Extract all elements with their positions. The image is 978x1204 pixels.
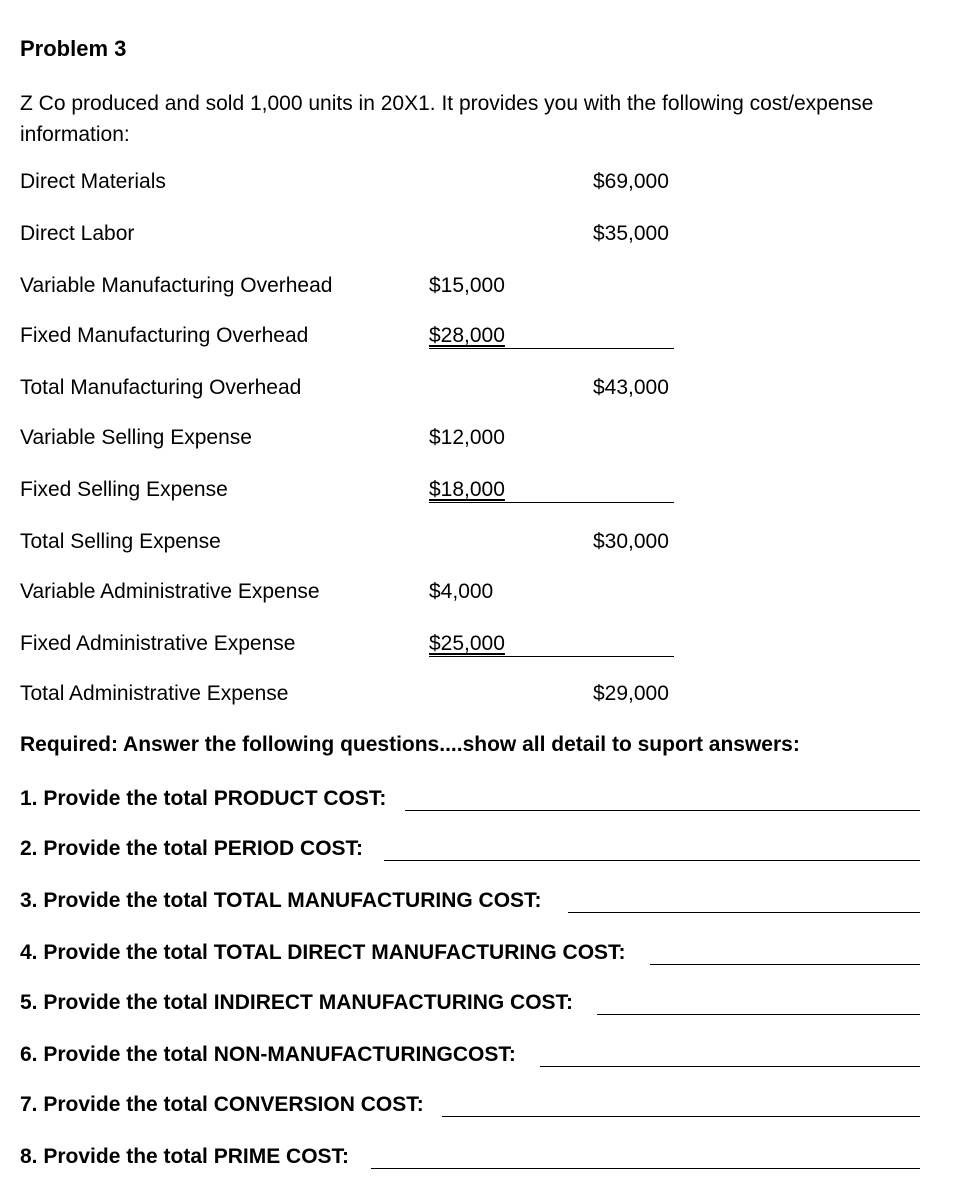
answer-line-5 bbox=[597, 1014, 920, 1015]
cost-amount-total-admin: $29,000 bbox=[593, 682, 669, 705]
question-6: 6. Provide the total NON-MANUFACTURINGCOST: bbox=[20, 1043, 516, 1066]
cost-amount-total-mfg-overhead: $43,000 bbox=[593, 376, 669, 399]
answer-line-4 bbox=[650, 964, 920, 965]
subtotal-rule bbox=[429, 348, 674, 349]
cost-amount-direct-materials: $69,000 bbox=[593, 170, 669, 193]
question-5: 5. Provide the total INDIRECT MANUFACTURING COST: bbox=[20, 991, 574, 1014]
answer-line-6 bbox=[540, 1066, 920, 1067]
question-2: 2. Provide the total PERIOD COST: bbox=[20, 837, 364, 860]
cost-label-total-admin: Total Administrative Expense bbox=[20, 682, 289, 705]
cost-amount-variable-mfg-overhead: $15,000 bbox=[429, 274, 505, 297]
cost-amount-direct-labor: $35,000 bbox=[593, 222, 669, 245]
problem-title: Problem 3 bbox=[20, 36, 127, 61]
cost-amount-fixed-selling: $18,000 bbox=[429, 478, 505, 501]
cost-amount-variable-selling: $12,000 bbox=[429, 426, 505, 449]
answer-line-7 bbox=[442, 1116, 920, 1117]
cost-label-variable-selling: Variable Selling Expense bbox=[20, 426, 252, 449]
required-heading: Required: Answer the following questions....show all detail to suport answers: bbox=[20, 733, 800, 756]
question-1: 1. Provide the total PRODUCT COST: bbox=[20, 787, 387, 810]
cost-label-direct-materials: Direct Materials bbox=[20, 170, 166, 193]
subtotal-rule bbox=[429, 656, 674, 657]
cost-amount-fixed-admin: $25,000 bbox=[429, 632, 505, 655]
cost-label-fixed-mfg-overhead: Fixed Manufacturing Overhead bbox=[20, 324, 309, 347]
problem-intro: Z Co produced and sold 1,000 units in 20X1. It provides you with the following cost/expense information: bbox=[20, 92, 874, 146]
cost-label-fixed-selling: Fixed Selling Expense bbox=[20, 478, 228, 501]
cost-label-variable-mfg-overhead: Variable Manufacturing Overhead bbox=[20, 274, 333, 297]
cost-amount-fixed-mfg-overhead: $28,000 bbox=[429, 324, 505, 347]
question-8: 8. Provide the total PRIME COST: bbox=[20, 1145, 350, 1168]
answer-line-8 bbox=[371, 1168, 920, 1169]
cost-label-total-mfg-overhead: Total Manufacturing Overhead bbox=[20, 376, 302, 399]
cost-label-fixed-admin: Fixed Administrative Expense bbox=[20, 632, 296, 655]
answer-line-2 bbox=[384, 860, 920, 861]
cost-amount-total-selling: $30,000 bbox=[593, 530, 669, 553]
cost-label-direct-labor: Direct Labor bbox=[20, 222, 135, 245]
question-4: 4. Provide the total TOTAL DIRECT MANUFACTURING COST: bbox=[20, 941, 626, 964]
subtotal-rule bbox=[429, 502, 674, 503]
cost-label-total-selling: Total Selling Expense bbox=[20, 530, 221, 553]
cost-amount-variable-admin: $4,000 bbox=[429, 580, 494, 603]
answer-line-3 bbox=[568, 912, 920, 913]
answer-line-1 bbox=[405, 810, 920, 811]
cost-label-variable-admin: Variable Administrative Expense bbox=[20, 580, 320, 603]
question-7: 7. Provide the total CONVERSION COST: bbox=[20, 1093, 424, 1116]
question-3: 3. Provide the total TOTAL MANUFACTURING COST: bbox=[20, 889, 542, 912]
